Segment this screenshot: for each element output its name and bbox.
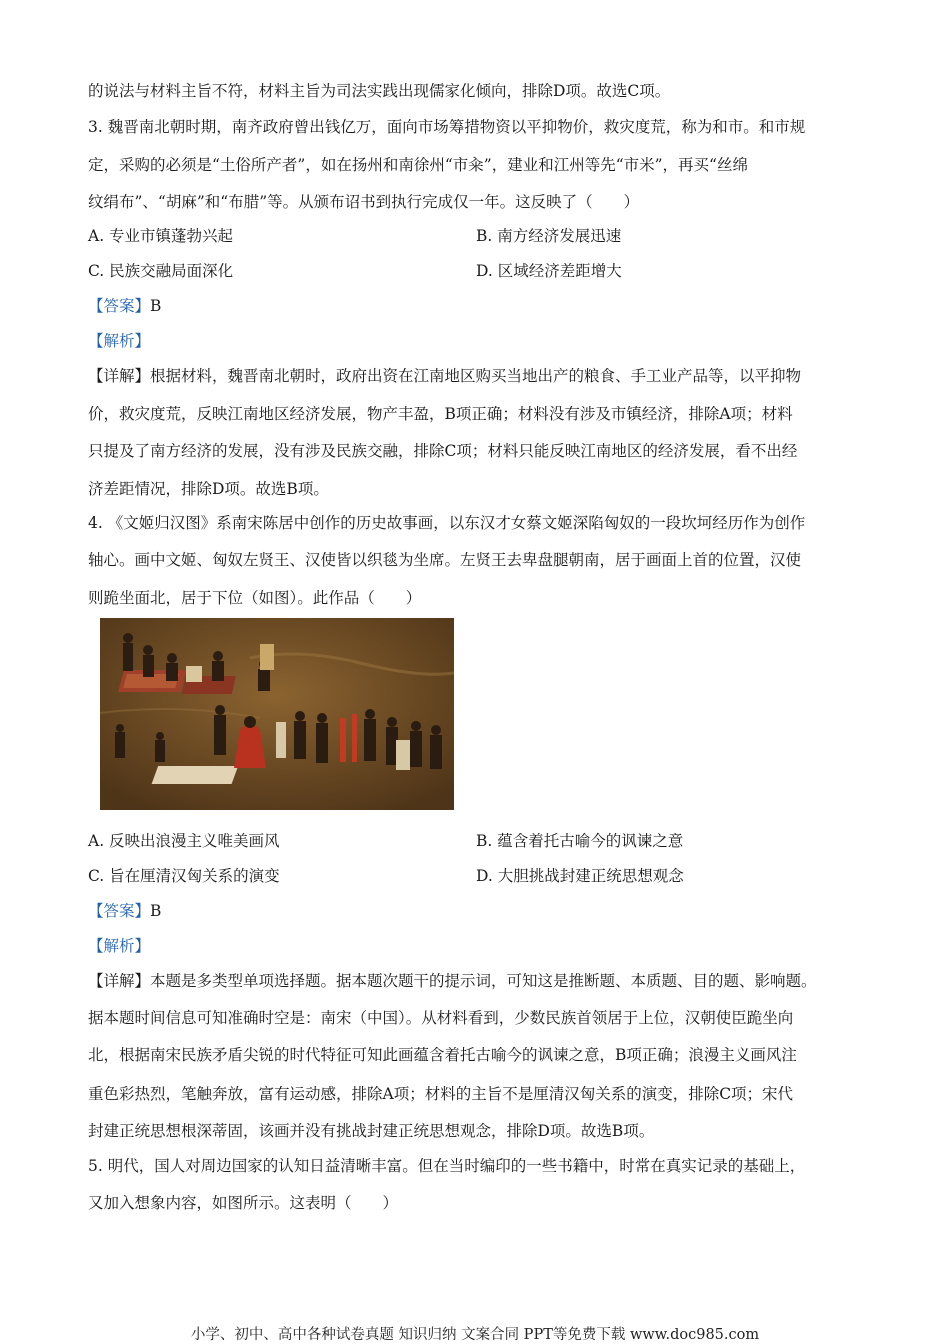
q3-option-a: A. 专业市镇蓬勃兴起 (88, 227, 234, 245)
answer-tag: 【答案】 (88, 297, 151, 315)
q3-stem-line-2: 定，采购的必须是“土俗所产者”，如在扬州和南徐州“市籴”，建业和江州等先“市米”，再买“丝绵 (88, 156, 748, 174)
q3-analysis-tag: 【解析】 (88, 332, 151, 350)
q3-stem-line-1: 3. 魏晋南北朝时期，南齐政府曾出钱亿万，面向市场筹措物资以平抑物价，救灾度荒，称为和市。和市规 (88, 118, 806, 136)
answer-value: B (150, 297, 162, 315)
prev-answer-line: 的说法与材料主旨不符，材料主旨为司法实践出现儒家化倾向，排除D项。故选C项。 (88, 82, 671, 100)
q4-answer (88, 901, 161, 921)
q4-option-d: D. 大胆挑战封建正统思想观念 (476, 867, 684, 885)
q4-detail-line-2: 据本题时间信息可知准确时空是：南宋（中国）。从材料看到，少数民族首领居于上位，汉朝使臣跪坐向 (88, 1009, 794, 1027)
wenji-painting-image (100, 618, 454, 810)
painting-illustration (100, 618, 454, 810)
q3-option-d: D. 区域经济差距增大 (476, 262, 622, 280)
q3-detail-line-2: 价，救灾度荒，反映江南地区经济发展，物产丰盈，B项正确；材料没有涉及市镇经济，排除A项；材料 (88, 405, 793, 423)
q3-option-b: B. 南方经济发展迅速 (476, 227, 622, 245)
q4-stem-line-2: 轴心。画中文姬、匈奴左贤王、汉使皆以织毯为坐席。左贤王去卑盘腿朝南，居于画面上首的位置，汉使 (88, 551, 802, 569)
q4-analysis-tag: 【解析】 (88, 937, 151, 955)
page-footer: 小学、初中、高中各种试卷真题 知识归纳 文案合同 PPT等免费下载 www.doc985.com (190, 1327, 760, 1343)
answer-tag: 【答案】 (88, 902, 151, 920)
detail-text: 根据材料，魏晋南北朝时，政府出资在江南地区购买当地出产的粮食、手工业产品等，以平抑物 (150, 367, 802, 385)
detail-tag: 【详解】 (88, 972, 151, 990)
q4-stem-line-1: 4. 《文姬归汉图》系南宋陈居中创作的历史故事画，以东汉才女蔡文姬深陷匈奴的一段坎坷经历作为创作 (88, 514, 806, 532)
q3-detail-line-3: 只提及了南方经济的发展，没有涉及民族交融，排除C项；材料只能反映江南地区的经济发展，看不出经 (88, 442, 798, 460)
q5-stem-line-1: 5. 明代，国人对周边国家的认知日益清晰丰富。但在当时编印的一些书籍中，时常在真实记录的基础上， (88, 1157, 806, 1175)
answer-value: B (150, 902, 162, 920)
q5-stem-line-2: 又加入想象内容，如图所示。这表明（ ） (88, 1194, 399, 1212)
q4-option-b: B. 蕴含着托古喻今的讽谏之意 (476, 832, 684, 850)
q3-detail-line-1 (88, 366, 801, 386)
q4-detail-line-4: 重色彩热烈，笔触奔放，富有运动感，排除A项；材料的主旨不是厘清汉匈关系的演变，排除C项；宋代 (88, 1085, 794, 1103)
q3-answer (88, 296, 161, 316)
q4-detail-line-5: 封建正统思想根深蒂固，该画并没有挑战封建正统思想观念，排除D项。故选B项。 (88, 1122, 655, 1140)
q4-detail-line-1 (88, 971, 817, 991)
q4-stem-line-3: 则跪坐面北，居于下位（如图）。此作品（ ） (88, 589, 422, 607)
detail-text: 本题是多类型单项选择题。据本题次题干的提示词，可知这是推断题、本质题、目的题、影响题。 (150, 972, 817, 990)
q4-option-c: C. 旨在厘清汉匈关系的演变 (88, 867, 280, 885)
q3-detail-line-4: 济差距情况，排除D项。故选B项。 (88, 480, 329, 498)
q3-stem-line-3: 纹绢布”、“胡麻”和“布腊”等。从颁布诏书到执行完成仅一年。这反映了（ ） (88, 193, 640, 211)
q4-detail-line-3: 北，根据南宋民族矛盾尖锐的时代特征可知此画蕴含着托古喻今的讽谏之意，B项正确；浪漫主义画风注 (88, 1046, 797, 1064)
detail-tag: 【详解】 (88, 367, 151, 385)
q4-option-a: A. 反映出浪漫主义唯美画风 (88, 832, 280, 850)
q3-option-c: C. 民族交融局面深化 (88, 262, 234, 280)
